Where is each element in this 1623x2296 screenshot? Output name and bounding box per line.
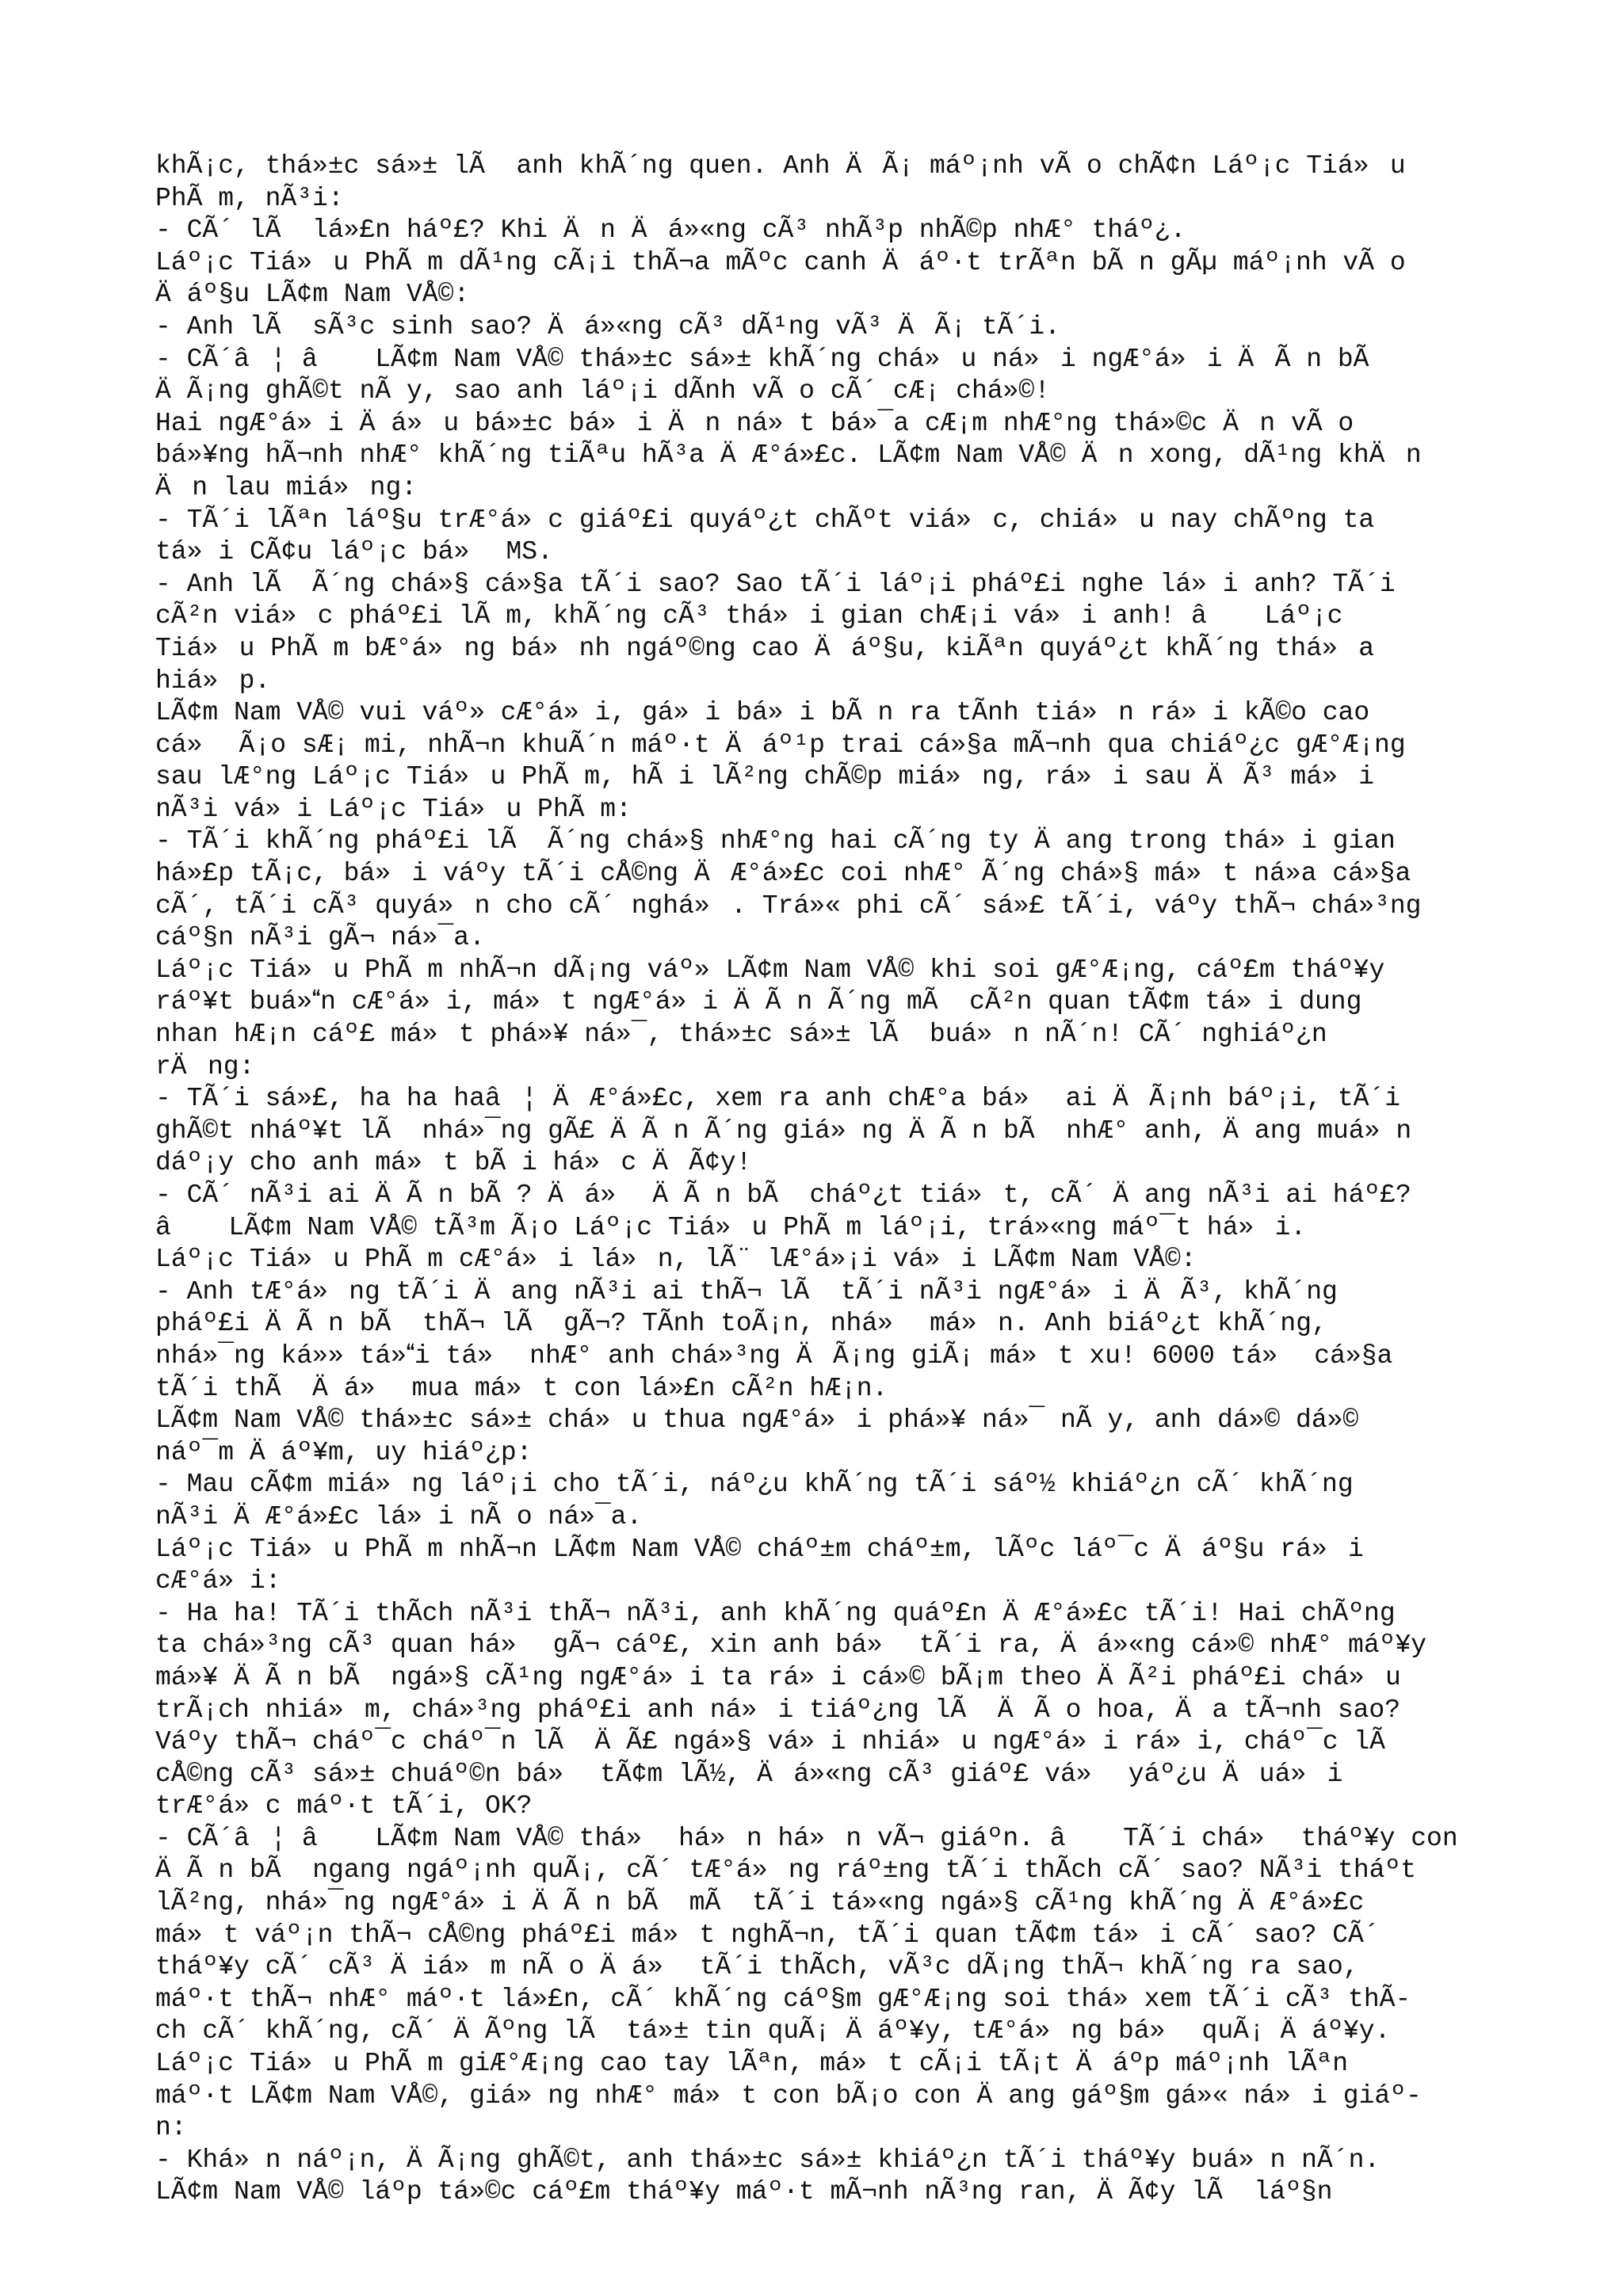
text-line: cÃ²n viá»c pháº£i lÃ m, khÃ´ng cÃ³ thá»i gian chÆ¡i vá»i anh! â Láº¡c xyxy=(155,601,1343,631)
text-line: ghÃ©t nháº¥t lÃ nhá»¯ng gÃ£ ÄÃ n Ã´ng giá»ng ÄÃ n bÃ nhÆ° anh, Äang muá»n xyxy=(155,1116,1412,1146)
text-line: Tiá»u PhÃ m bÆ°á»ng bá»nh ngáº©ng cao Äáº§u, kiÃªn quyáº¿t khÃ´ng thá»a xyxy=(155,633,1375,663)
text-line: - Anh lÃ Ã´ng chá»§ cá»§a tÃ´i sao? Sao tÃ´i láº¡i pháº£i nghe lá»i anh? TÃ´i xyxy=(155,569,1396,599)
text-line: bá»¥ng hÃ¬nh nhÆ° khÃ´ng tiÃªu hÃ³a ÄÆ°á»£c. LÃ¢m Nam VÅ© Än xong, dÃ¹ng khÄn xyxy=(155,441,1422,471)
text-line: má»t váº¡n thÃ¬ cÅ©ng pháº£i má»t nghÃ¬n, tÃ´i quan tÃ¢m tá»i cÃ´ sao? CÃ´ xyxy=(155,1920,1380,1950)
text-line: há»£p tÃ¡c, bá»i váºy tÃ´i cÅ©ng ÄÆ°á»£c coi nhÆ° Ã´ng chá»§ má»t ná»a cá»§a xyxy=(155,859,1411,889)
text-line: máº·t thÃ¬ nhÆ° máº·t lá»£n, cÃ´ khÃ´ng cáº§m gÆ°Æ¡ng soi thá» xem tÃ´i cÃ³ thÃ- xyxy=(155,1984,1411,2014)
text-line: má»¥ ÄÃ n bÃ ngá»§ cÃ¹ng ngÆ°á»i ta rá»i cá»© bÃ¡m theo ÄÃ²i pháº£i chá»u xyxy=(155,1662,1401,1692)
text-line: cÆ°á»i: xyxy=(155,1566,281,1596)
text-line: â LÃ¢m Nam VÅ© tÃ³m Ã¡o Láº¡c Tiá»u PhÃ m láº¡i, trá»«ng máº¯t há»i. xyxy=(155,1212,1307,1242)
text-line: Än lau miá»ng: xyxy=(155,472,418,502)
text-line: cáº§n nÃ³i gÃ¬ ná»¯a. xyxy=(155,923,485,953)
text-line: - Ha ha! TÃ´i thÃch nÃ³i thÃ¬ nÃ³i, anh khÃ´ng quáº£n ÄÆ°á»£c tÃ´i! Hai chÃºng xyxy=(155,1598,1396,1628)
text-line: Hai ngÆ°á»i Äá»u bá»±c bá»i Än ná»t bá»¯a cÆ¡m nhÆ°ng thá»©c Än vÃ o xyxy=(155,408,1354,438)
text-line: dáº¡y cho anh má»t bÃ i há»c ÄÃ¢y! xyxy=(155,1148,752,1178)
text-line: - Khá»n náº¡n, ÄÃ¡ng ghÃ©t, anh thá»±c sá»± khiáº¿n tÃ´i tháº¥y buá»n nÃ´n. xyxy=(155,2145,1381,2175)
text-line: tá»i CÃ¢u láº¡c bá» MS. xyxy=(155,537,553,567)
text-line: Láº¡c Tiá»u PhÃ m giÆ°Æ¡ng cao tay lÃªn, má»t cÃ¡i tÃ¡t Äáºp máº¡nh lÃªn xyxy=(155,2049,1349,2079)
document-body xyxy=(155,151,1487,2241)
text-line: trÆ°á»c máº·t tÃ´i, OK? xyxy=(155,1791,533,1821)
text-line: hiá»p. xyxy=(155,666,271,696)
text-line: - Anh lÃ sÃ³c sinh sao? Äá»«ng cÃ³ dÃ¹ng vÃ³ ÄÃ¡ tÃ´i. xyxy=(155,311,1060,341)
text-line: trÃ¡ch nhiá»m, chá»³ng pháº£i anh ná»i tiáº¿ng lÃ ÄÃ o hoa, Äa tÃ¬nh sao? xyxy=(155,1695,1401,1725)
text-line: ÄÃ¡ng ghÃ©t nÃ y, sao anh láº¡i dÃnh vÃ o cÃ´ cÆ¡ chá»©! xyxy=(155,376,1050,406)
text-line: nÃ³i ÄÆ°á»£c lá»i nÃ o ná»¯a. xyxy=(155,1501,643,1531)
text-line: - CÃ´â¦ â LÃ¢m Nam VÅ© thá»±c sá»± khÃ´ng chá»u ná»i ngÆ°á»i ÄÃ n bÃ xyxy=(155,344,1385,374)
text-line: tháº¥y cÃ´ cÃ³ Äiá»m nÃ o Äá» tÃ´i thÃch, vÃ³c dÃ¡ng thÃ¬ khÃ´ng ra sao, xyxy=(155,1952,1359,1982)
text-line: sau lÆ°ng Láº¡c Tiá»u PhÃ m, hÃ i lÃ²ng chÃ©p miá»ng, rá»i sau ÄÃ³ má»i xyxy=(155,762,1375,792)
text-line: ch cÃ´ khÃ´ng, cÃ´ ÄÃºng lÃ tá»± tin quÃ¡ Äáº¥y, tÆ°á»ng bá» quÃ¡ Äáº¥y. xyxy=(155,2016,1391,2046)
text-line: - TÃ´i khÃ´ng pháº£i lÃ Ã´ng chá»§ nhÆ°ng hai cÃ´ng ty Äang trong thá»i gian xyxy=(155,826,1396,856)
text-line: rÄng: xyxy=(155,1051,255,1081)
text-line: Äáº§u LÃ¢m Nam VÅ©: xyxy=(155,280,470,310)
text-line: lÃ²ng, nhá»¯ng ngÆ°á»i ÄÃ n bÃ mÃ tÃ´i tá»«ng ngá»§ cÃ¹ng khÃ´ng ÄÆ°á»£c xyxy=(155,1888,1365,1918)
text-line: LÃ¢m Nam VÅ© vui váº» cÆ°á»i, gá»i bá»i bÃ n ra tÃnh tiá»n rá»i kÃ©o cao xyxy=(155,698,1370,728)
text-line: - Anh tÆ°á»ng tÃ´i Äang nÃ³i ai thÃ¬ lÃ tÃ´i nÃ³i ngÆ°á»i ÄÃ³, khÃ´ng xyxy=(155,1276,1338,1306)
text-line: - TÃ´i sá»£, ha ha haâ¦ ÄÆ°á»£c, xem ra anh chÆ°a bá» ai ÄÃ¡nh báº¡i, tÃ´i xyxy=(155,1084,1401,1114)
text-line: khÃ¡c, thá»±c sá»± lÃ anh khÃ´ng quen. Anh ÄÃ¡ máº¡nh vÃ o chÃ¢n Láº¡c Tiá»u xyxy=(155,151,1406,181)
text-line xyxy=(155,2209,1487,2241)
text-line: cÅ©ng cÃ³ sá»± chuáº©n bá» tÃ¢m lÃ½, Äá»«ng cÃ³ giáº£ vá» yáº¿u Äuá»i xyxy=(155,1759,1343,1789)
text-line: n: xyxy=(155,2113,187,2143)
text-line: - CÃ´ nÃ³i ai ÄÃ n bÃ ? Äá» ÄÃ n bÃ cháº¿t tiá»t, cÃ´ Äang nÃ³i ai háº£? xyxy=(155,1180,1411,1210)
text-line: PhÃ m, nÃ³i: xyxy=(155,183,344,213)
text-line: - Mau cÃ¢m miá»ng láº¡i cho tÃ´i, náº¿u khÃ´ng tÃ´i sáº½ khiáº¿n cÃ´ khÃ´ng xyxy=(155,1470,1354,1500)
text-line: cÃ´, tÃ´i cÃ³ quyá»n cho cÃ´ nghá». Trá»« phi cÃ´ sá»£ tÃ´i, váºy thÃ¬ chá»³ng xyxy=(155,891,1422,921)
text-line: LÃ¢m Nam VÅ© láºp tá»©c cáº£m tháº¥y máº·t mÃ¬nh nÃ³ng ran, ÄÃ¢y lÃ láº§n xyxy=(155,2177,1333,2207)
text-line: nhá»¯ng ká»» tá»i tá» nhÆ° anh chá»³ng ÄÃ¡ng giÃ¡ má»t xu! 6000 tá» cá»§a xyxy=(155,1341,1393,1371)
text-line: cá» Ã¡o sÆ¡ mi, nhÃ¬n khuÃ´n máº·t Äáº¹p trai cá»§a mÃ¬nh qua chiáº¿c gÆ°Æ¡ng xyxy=(155,730,1406,760)
text-line: Láº¡c Tiá»u PhÃ m nhÃ¬n LÃ¢m Nam VÅ© cháº±m cháº±m, lÃºc láº¯c Äáº§u rá»i xyxy=(155,1534,1364,1564)
text-line: ta chá»³ng cÃ³ quan há» gÃ¬ cáº£, xin anh bá» tÃ´i ra, Äá»«ng cá»© nhÆ° máº¥y xyxy=(155,1630,1427,1661)
text-line: Váºy thÃ¬ cháº¯c cháº¯n lÃ ÄÃ£ ngá»§ vá»i nhiá»u ngÆ°á»i rá»i, cháº¯c lÃ xyxy=(155,1727,1401,1757)
text-line: náº¯m Äáº¥m, uy hiáº¿p: xyxy=(155,1437,533,1467)
text-line: nÃ³i vá»i Láº¡c Tiá»u PhÃ m: xyxy=(155,794,632,824)
text-line: pháº£i ÄÃ n bÃ thÃ¬ lÃ gÃ¬? TÃnh toÃ¡n, nhá» má»n. Anh biáº¿t khÃ´ng, xyxy=(155,1309,1327,1339)
text-line: - CÃ´ lÃ lá»£n háº£? Khi Än Äá»«ng cÃ³ nhÃ³p nhÃ©p nhÆ° tháº¿. xyxy=(155,215,1186,246)
text-line: ráº¥t buá»n cÆ°á»i, má»t ngÆ°á»i ÄÃ n Ã´ng mÃ cÃ²n quan tÃ¢m tá»i dung xyxy=(155,987,1362,1017)
text-line: nhan hÆ¡n cáº£ má»t phá»¥ ná»¯, thá»±c sá»± lÃ buá»n nÃ´n! CÃ´ nghiáº¿n xyxy=(155,1020,1327,1050)
text-line: máº·t LÃ¢m Nam VÅ©, giá»ng nhÆ° má»t con bÃ¡o con Äang gáº§m gá»« ná»i giáº- xyxy=(155,2081,1422,2111)
text-line: ÄÃ n bÃ ngang ngáº¡nh quÃ¡, cÃ´ tÆ°á»ng ráº±ng tÃ´i thÃch cÃ´ sao? NÃ³i tháºt xyxy=(155,1855,1417,1886)
text-line: Láº¡c Tiá»u PhÃ m dÃ¹ng cÃ¡i thÃ¬a mÃºc canh Äáº·t trÃªn bÃ n gÃµ máº¡nh vÃ o xyxy=(155,247,1406,277)
text-line: - TÃ´i lÃªn láº§u trÆ°á»c giáº£i quyáº¿t chÃºt viá»c, chiá»u nay chÃºng ta xyxy=(155,505,1375,535)
text-line: Láº¡c Tiá»u PhÃ m cÆ°á»i lá»n, lÃ¨ lÆ°á»¡i vá»i LÃ¢m Nam VÅ©: xyxy=(155,1245,1197,1275)
text-line: LÃ¢m Nam VÅ© thá»±c sá»± chá»u thua ngÆ°á»i phá»¥ ná»¯ nÃ y, anh dá»© dá»© xyxy=(155,1405,1359,1436)
text-line: - CÃ´â¦ â LÃ¢m Nam VÅ© thá» há»n há»n vÃ¬ giáºn. â TÃ´i chá» tháº¥y con xyxy=(155,1823,1458,1853)
text-line: tÃ´i thÃ Äá» mua má»t con lá»£n cÃ²n hÆ¡n. xyxy=(155,1373,888,1403)
text-line: Láº¡c Tiá»u PhÃ m nhÃ¬n dÃ¡ng váº» LÃ¢m Nam VÅ© khi soi gÆ°Æ¡ng, cáº£m tháº¥y xyxy=(155,955,1385,985)
